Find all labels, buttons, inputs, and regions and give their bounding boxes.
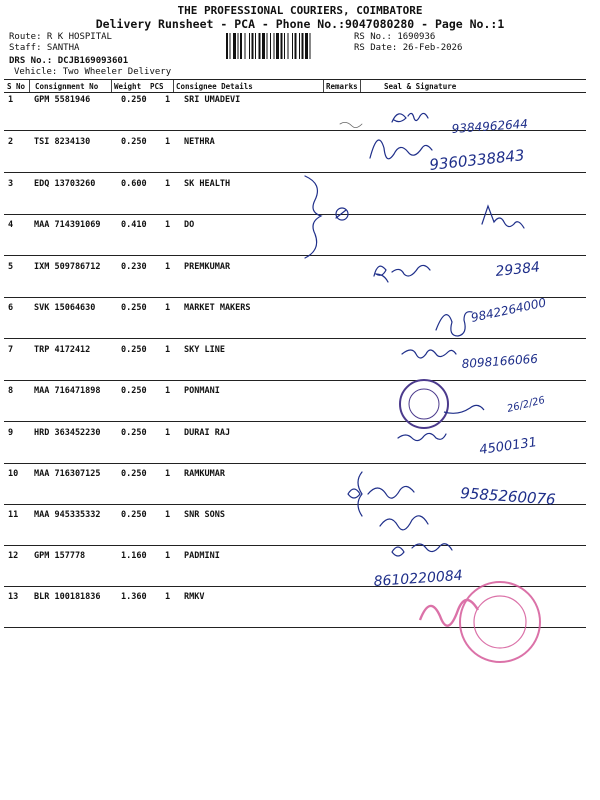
signature-scribble (348, 486, 414, 498)
row-rule (4, 172, 586, 173)
cell-sno: 3 (8, 179, 14, 189)
cell-consignee: DO (184, 220, 195, 230)
signature-scribble (436, 312, 472, 336)
table-top-rule (4, 79, 586, 80)
cell-consignment: EDQ 13703260 (34, 179, 96, 189)
col-consignee: Consignee Details (176, 82, 253, 91)
row-rule (4, 338, 586, 339)
row-rule (4, 463, 586, 464)
cell-consignment: BLR 100181836 (34, 592, 101, 602)
row-rule (4, 130, 586, 131)
row-rule (4, 421, 586, 422)
row-rule (4, 586, 586, 587)
cell-sno: 13 (8, 592, 19, 602)
cell-consignee: SNR SONS (184, 510, 225, 520)
cell-sno: 6 (8, 303, 14, 313)
row-rule (4, 214, 586, 215)
cell-consignee: MARKET MAKERS (184, 303, 251, 313)
cell-consignment: IXM 509786712 (34, 262, 101, 272)
cell-consignee: RMKV (184, 592, 205, 602)
cell-pcs: 1 (165, 469, 171, 479)
cell-weight: 0.250 (121, 469, 147, 479)
col-divider (111, 80, 112, 92)
cell-consignment: MAA 716307125 (34, 469, 101, 479)
cell-pcs: 1 (165, 551, 171, 561)
cell-weight: 0.410 (121, 220, 147, 230)
col-weight: Weight (114, 82, 142, 91)
cell-consignment: SVK 15064630 (34, 303, 96, 313)
cell-consignee: PONMANI (184, 386, 220, 396)
cell-sno: 5 (8, 262, 14, 272)
cell-consignee: RAMKUMAR (184, 469, 225, 479)
route-label: Route: R K HOSPITAL (9, 32, 112, 42)
rs-date: RS Date: 26-Feb-2026 (354, 43, 463, 53)
signature-scribble (482, 206, 524, 228)
row-rule (4, 297, 586, 298)
cell-weight: 1.360 (121, 592, 147, 602)
col-seal: Seal & Signature (384, 82, 457, 91)
row-rule (4, 504, 586, 505)
bracket-mark (305, 176, 321, 258)
signature-scribble (402, 350, 456, 358)
cell-weight: 0.600 (121, 179, 147, 189)
cell-pcs: 1 (165, 386, 171, 396)
col-remarks: Remarks (326, 82, 358, 91)
cell-pcs: 1 (165, 220, 171, 230)
cell-weight: 0.230 (121, 262, 147, 272)
cell-consignee: PADMINI (184, 551, 220, 561)
cell-pcs: 1 (165, 262, 171, 272)
signature-scribble (392, 113, 428, 122)
drs-number: DRS No.: DCJB169093601 (9, 56, 129, 66)
handwritten-phone: 8098166066 (461, 351, 539, 371)
cell-sno: 12 (8, 551, 19, 561)
cell-weight: 0.250 (121, 137, 147, 147)
col-divider (173, 80, 174, 92)
cell-consignment: GPM 157778 (34, 551, 86, 561)
cell-consignee: SKY LINE (184, 345, 225, 355)
row-rule (4, 627, 586, 628)
cell-consignment: TRP 4172412 (34, 345, 91, 355)
cell-sno: 9 (8, 428, 14, 438)
cell-consignment: MAA 716471898 (34, 386, 101, 396)
cell-pcs: 1 (165, 137, 171, 147)
company-title: THE PROFESSIONAL COURIERS, COIMBATORE (177, 4, 423, 17)
cell-pcs: 1 (165, 179, 171, 189)
handwritten-phone: 9585260076 (459, 484, 557, 509)
cell-consignee: SK HEALTH (184, 179, 231, 189)
cell-pcs: 1 (165, 592, 171, 602)
cell-consignment: MAA 945335332 (34, 510, 101, 520)
col-sno: S No (7, 82, 26, 91)
cell-consignment: MAA 714391069 (34, 220, 101, 230)
rs-number: RS No.: 1690936 (354, 32, 436, 42)
row-rule (4, 255, 586, 256)
col-divider (360, 80, 361, 92)
cell-pcs: 1 (165, 95, 171, 105)
row-rule (4, 380, 586, 381)
runsheet-subtitle: Delivery Runsheet - PCA - Phone No.:9047080280 - Page No.:1 (95, 17, 505, 31)
handwritten-phone: 9384962644 (451, 116, 529, 136)
handwritten-date: 26/2/26 (506, 394, 547, 415)
cell-weight: 0.250 (121, 510, 147, 520)
cell-sno: 10 (8, 469, 19, 479)
cell-consignment: GPM 5581946 (34, 95, 91, 105)
cell-weight: 1.160 (121, 551, 147, 561)
handwritten-phone: 4500131 (478, 435, 538, 458)
cell-consignee: NETHRA (184, 137, 215, 147)
signature-scribble (398, 433, 446, 440)
table-header-rule (4, 92, 586, 93)
cell-consignee: SRI UMADEVI (184, 95, 241, 105)
cell-consignee: DURAI RAJ (184, 428, 231, 438)
vehicle-label: Vehicle: Two Wheeler Delivery (14, 67, 172, 77)
cell-sno: 11 (8, 510, 19, 520)
col-pcs: PCS (150, 82, 164, 91)
signature-scribble (370, 140, 432, 159)
row-rule (4, 545, 586, 546)
cell-weight: 0.250 (121, 303, 147, 313)
col-divider (29, 80, 30, 92)
cell-pcs: 1 (165, 510, 171, 520)
cell-sno: 1 (8, 95, 14, 105)
cell-weight: 0.250 (121, 428, 147, 438)
cell-pcs: 1 (165, 345, 171, 355)
cell-consignee: PREMKUMAR (184, 262, 231, 272)
cell-consignment: TSI 8234130 (34, 137, 91, 147)
col-divider (323, 80, 324, 92)
cell-sno: 8 (8, 386, 14, 396)
staff-label: Staff: SANTHA (9, 43, 80, 53)
signature-scribble (374, 265, 430, 282)
cell-sno: 2 (8, 137, 14, 147)
handwritten-phone: 9842264000 (469, 295, 548, 325)
cell-sno: 4 (8, 220, 14, 230)
col-consignment: Consignment No (35, 82, 99, 91)
barcode (226, 33, 350, 59)
handwritten-phone: 29384 (494, 259, 541, 280)
cell-weight: 0.250 (121, 95, 147, 105)
cell-sno: 7 (8, 345, 14, 355)
cell-weight: 0.250 (121, 386, 147, 396)
handwritten-phone: 9360338843 (428, 146, 526, 174)
handwritten-phone: 8610220084 (373, 567, 464, 590)
signature-scribble (380, 516, 428, 530)
cell-pcs: 1 (165, 428, 171, 438)
cell-weight: 0.250 (121, 345, 147, 355)
courier-stamp (420, 582, 540, 662)
cell-consignment: HRD 363452230 (34, 428, 101, 438)
cell-pcs: 1 (165, 303, 171, 313)
